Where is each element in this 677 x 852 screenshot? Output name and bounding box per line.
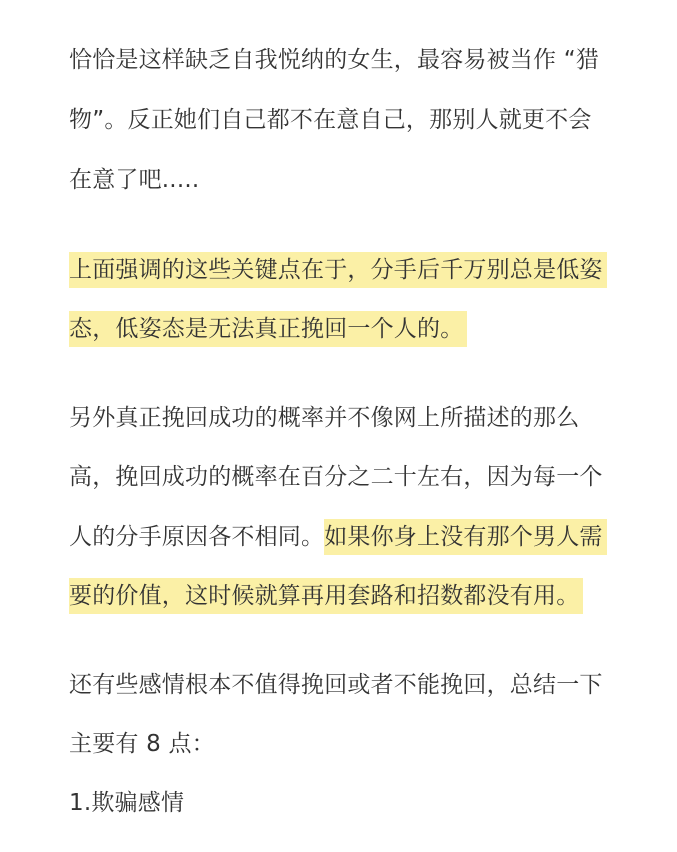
paragraph-3-line-3 — [69, 519, 607, 555]
paragraph-3-line-2: 高，挽回成功的概率在百分之二十左右，因为每一个 — [69, 464, 603, 490]
paragraph-1-line-2: 物”。反正她们自己都不在意自己，那别人就更不会 — [69, 107, 592, 133]
paragraph-1-line-1: 恰恰是这样缺乏自我悦纳的女生，最容易被当作 “猎 — [69, 47, 600, 73]
plain-text: 人的分手原因各不相同。 — [69, 524, 325, 550]
highlighted-text: 如果你身上没有那个男人需 — [324, 519, 606, 555]
paragraph-3-line-1: 另外真正挽回成功的概率并不像网上所描述的那么 — [69, 405, 580, 431]
paragraph-1-line-3: 在意了吧..... — [69, 167, 200, 193]
highlighted-text: 态，低姿态是无法真正挽回一个人的。 — [69, 311, 467, 347]
highlighted-text: 要的价值，这时候就算再用套路和招数都没有用。 — [69, 578, 583, 614]
highlighted-text: 上面强调的这些关键点在于，分手后千万别总是低姿 — [69, 252, 607, 288]
paragraph-4-line-2: 主要有 8 点： — [69, 731, 215, 757]
paragraph-2-line-1 — [69, 252, 607, 288]
paragraph-2-line-2 — [69, 311, 467, 347]
paragraph-3-line-4 — [69, 578, 583, 614]
paragraph-4-line-1: 还有些感情根本不值得挽回或者不能挽回，总结一下 — [69, 672, 603, 698]
list-item: 1.欺骗感情 — [69, 790, 185, 816]
